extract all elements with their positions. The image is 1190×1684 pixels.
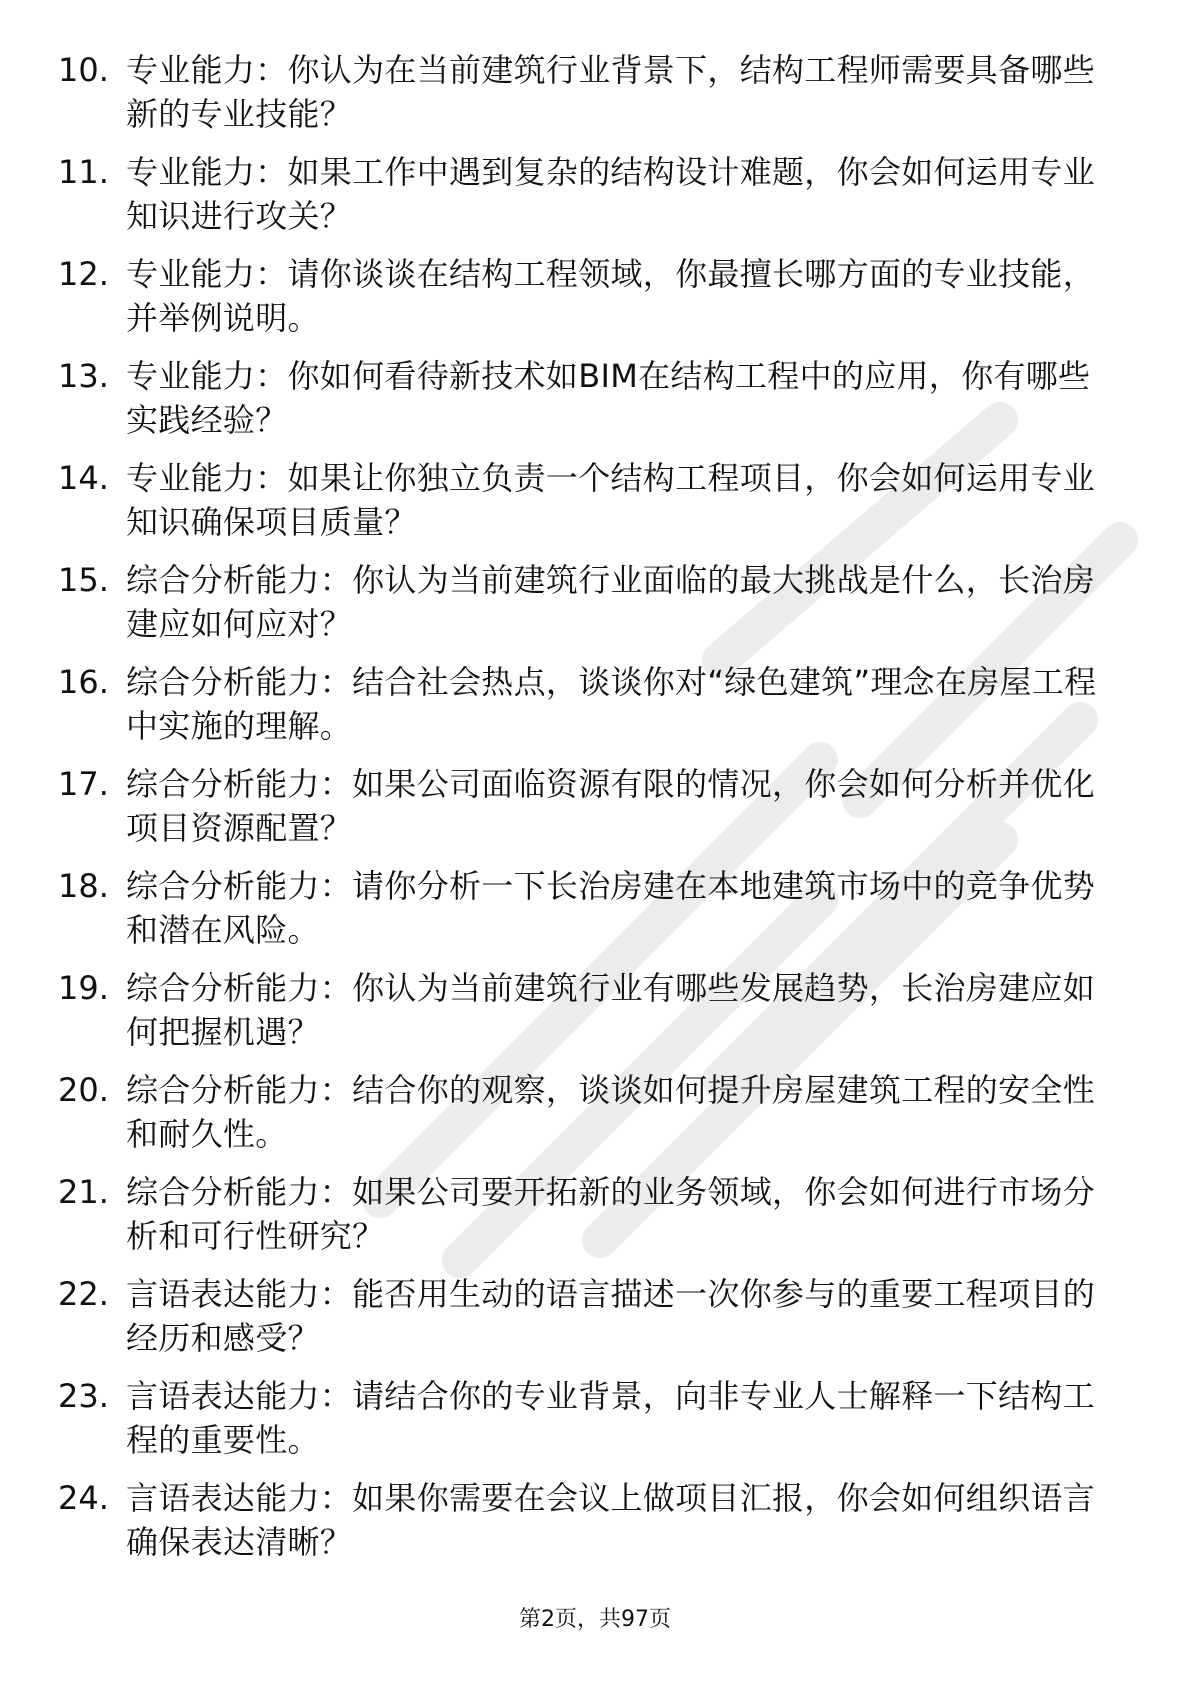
question-number: 18. (58, 867, 109, 905)
question-number: 17. (58, 765, 109, 803)
question-number: 20. (58, 1071, 109, 1109)
question-number: 11. (58, 153, 109, 191)
question-text: 综合分析能力：如果公司要开拓新的业务领域，你会如何进行市场分析和可行性研究？ (126, 1173, 1096, 1255)
question-text: 综合分析能力：你认为当前建筑行业面临的最大挑战是什么，长治房建应如何应对？ (126, 561, 1096, 643)
question-text: 综合分析能力：结合你的观察，谈谈如何提升房屋建筑工程的安全性和耐久性。 (126, 1071, 1096, 1153)
question-text: 综合分析能力：结合社会热点，谈谈你对“绿色建筑”理念在房屋工程中实施的理解。 (126, 663, 1097, 745)
question-number: 21. (58, 1173, 109, 1211)
question-text: 言语表达能力：请结合你的专业背景，向非专业人士解释一下结构工程的重要性。 (126, 1377, 1096, 1459)
question-text: 专业能力：如果工作中遇到复杂的结构设计难题，你会如何运用专业知识进行攻关？ (126, 153, 1096, 235)
list-item (0, 354, 1190, 456)
list-item (0, 48, 1190, 150)
question-number: 22. (58, 1275, 109, 1313)
question-number: 14. (58, 459, 109, 497)
question-text: 言语表达能力：如果你需要在会议上做项目汇报，你会如何组织语言确保表达清晰？ (126, 1479, 1096, 1561)
list-item (0, 1272, 1190, 1374)
list-item (0, 864, 1190, 966)
question-text: 言语表达能力：能否用生动的语言描述一次你参与的重要工程项目的经历和感受？ (126, 1275, 1096, 1357)
question-number: 24. (58, 1479, 109, 1517)
list-item (0, 1068, 1190, 1170)
question-text: 专业能力：你如何看待新技术如BIM在结构工程中的应用，你有哪些实践经验？ (126, 357, 1091, 439)
question-number: 15. (58, 561, 109, 599)
list-item (0, 966, 1190, 1068)
question-text: 专业能力：如果让你独立负责一个结构工程项目，你会如何运用专业知识确保项目质量？ (126, 459, 1096, 541)
list-item (0, 1374, 1190, 1476)
question-number: 13. (58, 357, 109, 395)
question-text: 专业能力：你认为在当前建筑行业背景下，结构工程师需要具备哪些新的专业技能？ (126, 51, 1096, 133)
page-footer: 第2页，共97页 (519, 1607, 671, 1632)
list-item (0, 150, 1190, 252)
list-item (0, 762, 1190, 864)
question-list (0, 48, 1190, 1578)
list-item (0, 558, 1190, 660)
question-text: 综合分析能力：请你分析一下长治房建在本地建筑市场中的竞争优势和潜在风险。 (126, 867, 1096, 949)
list-item (0, 456, 1190, 558)
question-text: 综合分析能力：如果公司面临资源有限的情况，你会如何分析并优化项目资源配置？ (126, 765, 1096, 847)
list-item (0, 252, 1190, 354)
list-item (0, 660, 1190, 762)
question-number: 23. (58, 1377, 109, 1415)
question-number: 16. (58, 663, 109, 701)
question-number: 19. (58, 969, 109, 1007)
question-number: 10. (58, 51, 109, 89)
list-item (0, 1476, 1190, 1578)
question-number: 12. (58, 255, 109, 293)
question-text: 专业能力：请你谈谈在结构工程领域，你最擅长哪方面的专业技能，并举例说明。 (126, 255, 1096, 337)
question-text: 综合分析能力：你认为当前建筑行业有哪些发展趋势，长治房建应如何把握机遇？ (126, 969, 1096, 1051)
list-item (0, 1170, 1190, 1272)
